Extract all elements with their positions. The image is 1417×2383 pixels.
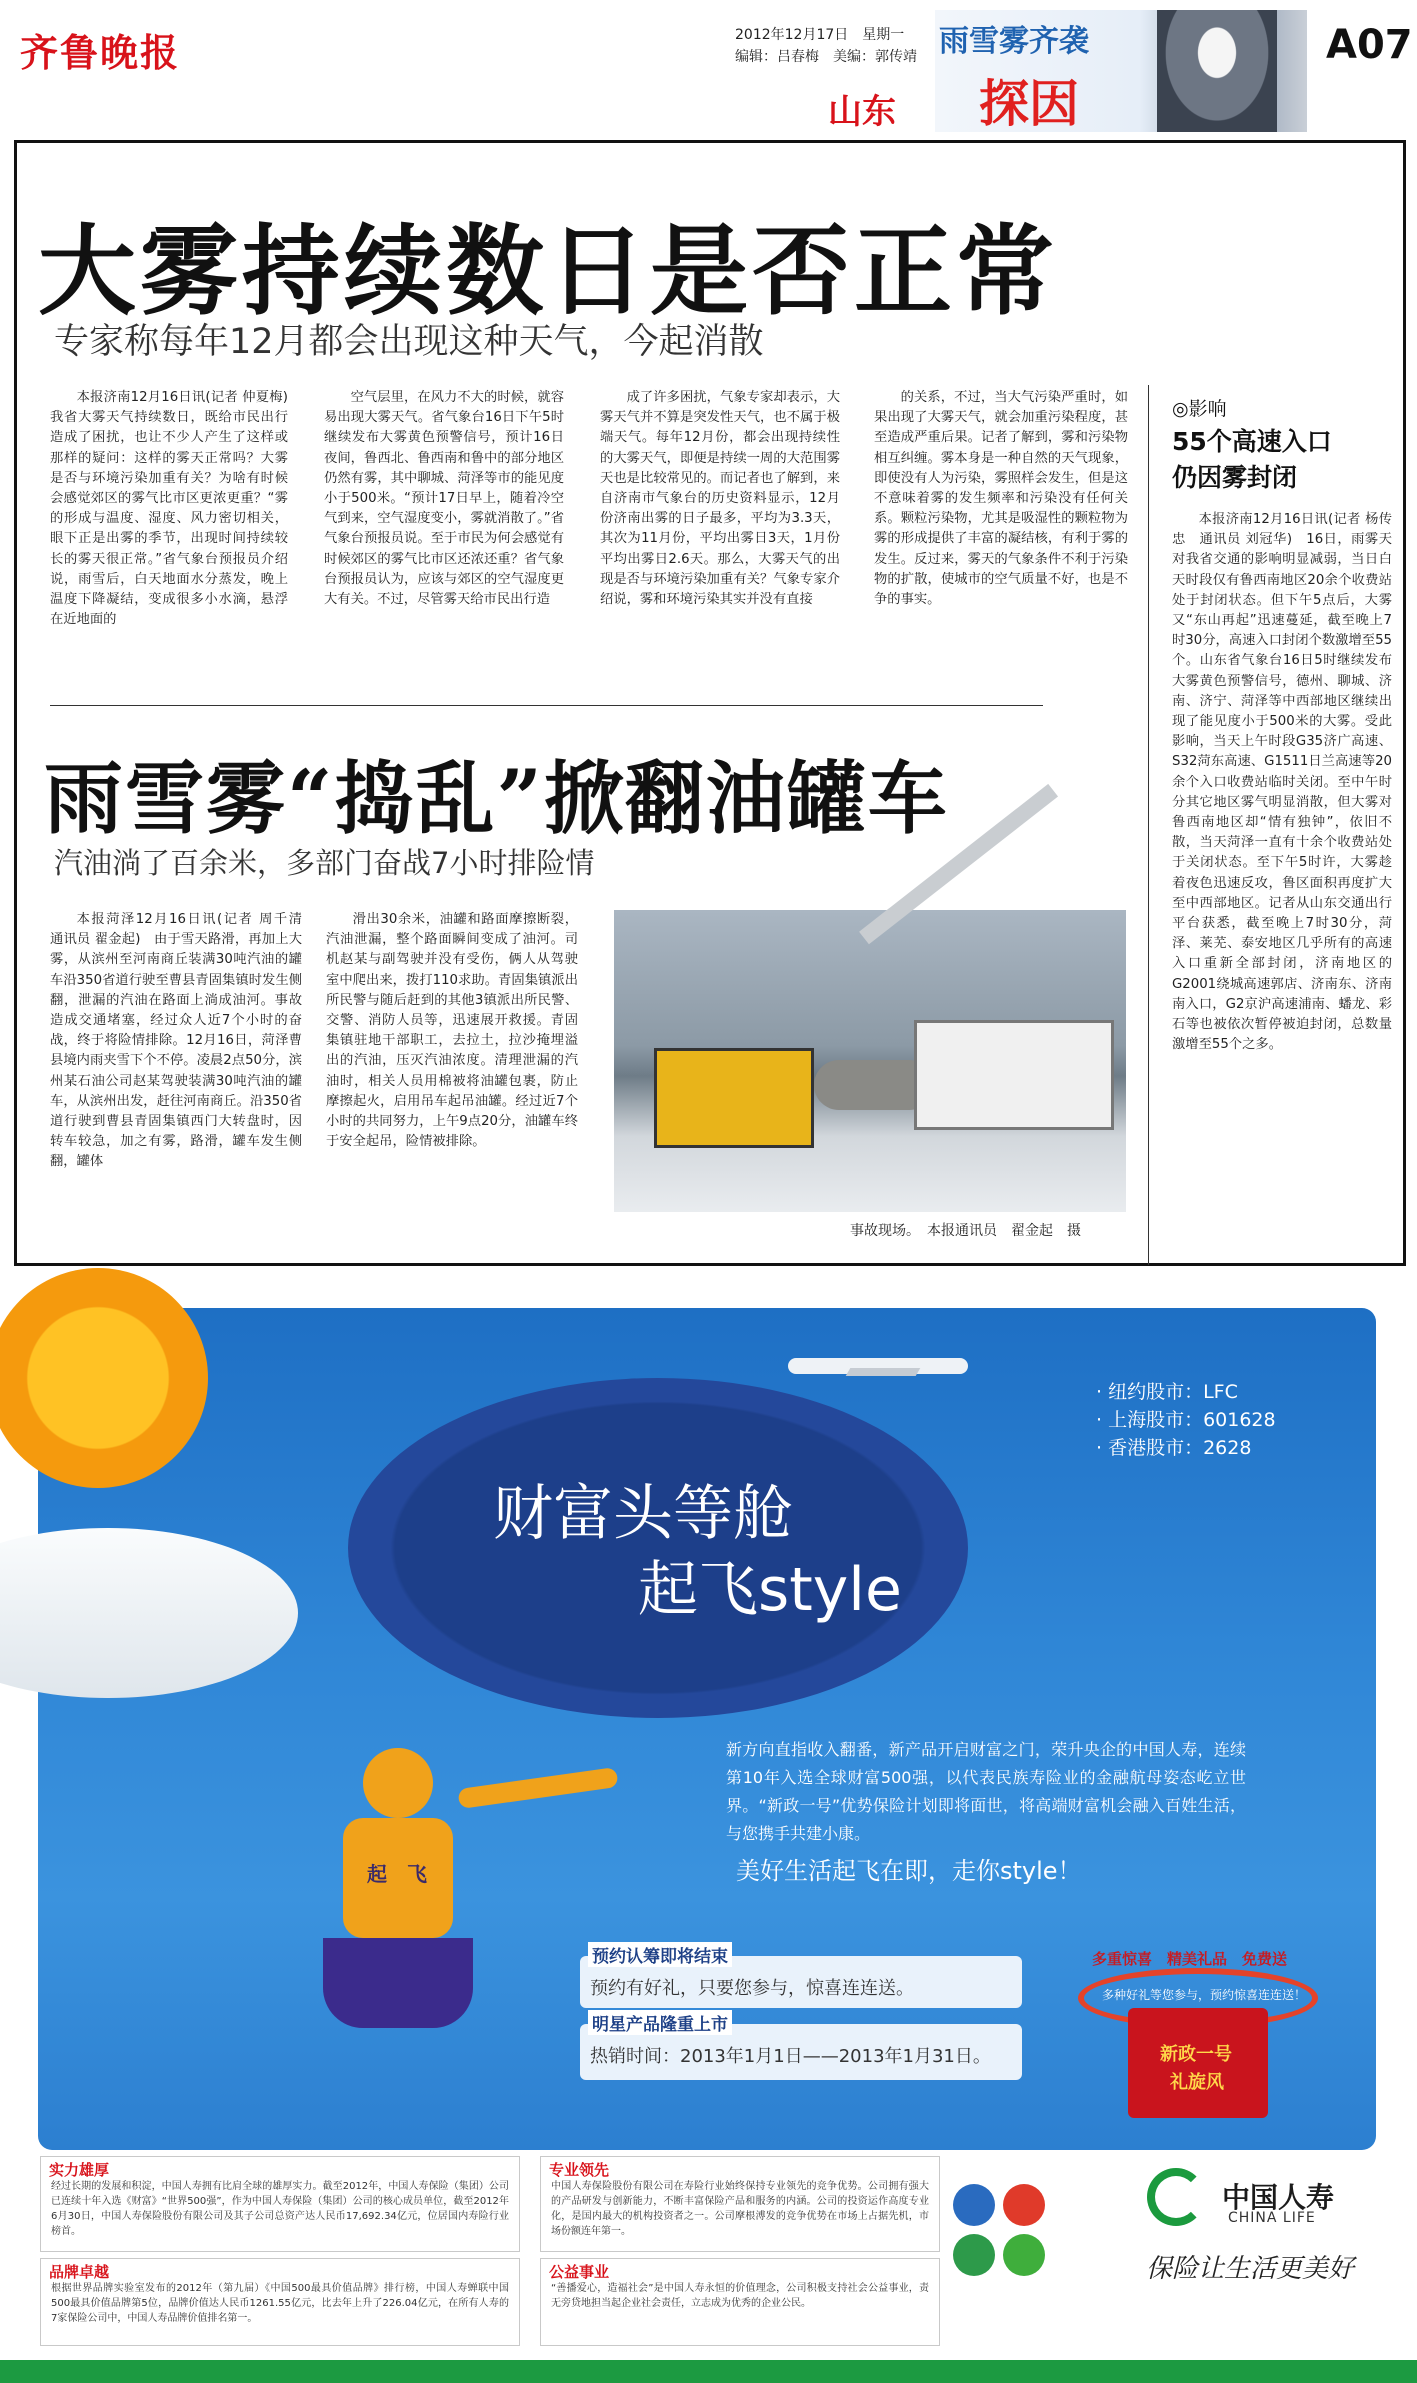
sidebar-tag: ◎影响 [1172,398,1227,420]
issue-meta [735,24,917,68]
fog-column-2 [324,388,564,693]
gift-top-text: 多重惊喜 精美礼品 免费送 [1092,1950,1288,1968]
gift-label-line2: 礼旋风 [1170,2072,1224,2093]
page-number: A07 [1326,22,1413,68]
china-life-logo-icon [1147,2168,1205,2226]
tanker-column-1 [50,910,316,1238]
figure-legs [323,1938,473,2028]
editor-line: 编辑：吕春梅 美编：郭传靖 [735,49,917,65]
gift-ring-text: 多种好礼等您参与，预约惊喜连连送！ [1102,1988,1307,2002]
info-box-brand [40,2258,520,2346]
brand-slogan: 保险让生活更美好 [1146,2254,1355,2284]
section-banner [935,10,1307,132]
stock-listing-ny: · 纽约股市：LFC [1096,1381,1238,1403]
sidebar-headline-line1: 55个高速入口 [1172,427,1332,456]
date-line: 2012年12月17日 星期一 [735,27,905,43]
fog-column-3-text: 成了许多困扰，气象专家却表示，大雾天气并不算是突发性天气，也不属于极端天气。每年12月份，都会出现持续性的大雾天气，即便是持续一周的大范围雾天也是比较常见的。而记者也了解到，来自济南市气象台的历史资料显示，12月份济南出雾的日子最多，平均为3.3天，其次为11月份，平均出雾日3天，1月份平均出雾日2.6天。那么，大雾天气的出现是否与环境污染加重有关？气象专家介绍说，雾和环境污染其实并没有直接 [600,390,840,608]
info-box-expertise-text: 中国人寿保险股份有限公司在寿险行业始终保持专业领先的竞争优势。公司拥有强大的产品研发与创新能力，不断丰富保险产品和服务的内涵。公司的投资运作高度专业化，是国内最大的机构投资者之一。公司摩根溥发的竞争优势在市场上占据先机，市场份额连年第一。 [551,2181,929,2237]
info-box-charity [540,2258,940,2346]
ad-body-text: 新方向直指收入翻番，新产品开启财富之门，荣升央企的中国人寿，连续第10年入选全球财富500强，以代表民族寿险业的金融航母姿态屹立世界。“新政一号”优势保险计划即将面世，将高端财富机会融入百姓生活，与您携手共建小康。 [726,1740,1246,1843]
info-box-expertise [540,2156,940,2252]
sidebar-body [1172,510,1392,1252]
fog-column-3 [600,388,840,693]
masthead [0,0,1417,140]
newspaper-name: 齐鲁晚报 [20,30,181,75]
info-box-brand-text: 根据世界品牌实验室发布的2012年（第九届）《中国500最具价值品牌》排行榜，中国人寿蝉联中国500最具价值品牌第5位，品牌价值达人民币1261.55亿元，比去年上升了226.04亿元，在所有人寿的7家保险公司中，中国人寿品牌价值排名第一。 [51,2283,509,2324]
section-divider [50,705,1043,706]
info-box-strength-text: 经过长期的发展和积淀，中国人寿拥有比肩全球的雄厚实力。截至2012年，中国人寿保险（集团）公司已连续十年入选《财富》“世界500强”，作为中国人寿保险（集团）公司的核心成员单位，截至2012年6月30日，中国人寿保险股份有限公司及其子公司总资产达人民币17,692.34亿元，位居国内寿险行业榜首。 [51,2181,509,2237]
award-logo-4-icon [1003,2234,1045,2276]
white-crane-truck [914,1020,1114,1130]
brand-name: 中国人寿 [1222,2181,1335,2214]
gift-label-line1: 新政一号 [1160,2044,1232,2065]
snow-figure-image [1157,10,1277,132]
info-box-expertise-title: 专业领先 [549,2161,610,2179]
tanker-column-2-text: 滑出30余米，油罐和路面摩擦断裂，汽油泄漏，整个路面瞬间变成了油河。司机赵某与副驾驶并没有受伤，俩人从驾驶室中爬出来，拨打110求助。青固集镇派出所民警与随后赶到的其他3镇派出所民警、交警、消防人员等，迅速展开救援。青固集镇驻地干部职工，去拉土，拉沙掩埋溢出的汽油，压灭汽油浓度。清理泄漏的汽油时，相关人员用棉被将油罐包裹，防止摩擦起火，启用吊车起吊油罐。经过近7个小时的共同努力，上午9点20分，油罐车终于安全起吊，险情被排除。 [326,912,578,1150]
ad-slogan: 美好生活起飞在即，走你style！ [736,1857,1082,1885]
note-launch [580,2015,1022,2080]
fog-column-4 [874,388,1128,693]
yellow-crane-truck [654,1048,814,1148]
info-box-charity-title: 公益事业 [549,2263,610,2281]
tanker-column-1-text: 本报菏泽12月16日讯(记者 周千清 通讯员 翟金起) 由于雪天路滑，再加上大雾，从滨州至河南商丘装满30吨汽油的罐车沿350省道行驶至曹县青固集镇时发生侧翻，泄漏的汽油在路面上淌成油河。事故造成交通堵塞，经过众人近7个小时的奋战，终于将险情排除。12月16日，菏泽曹县境内雨夹雪下个不停。凌晨2点50分，滨州某石油公司赵某驾驶装满30吨汽油的罐车，从滨州出发，赶往河南商丘。沿350省道行驶到曹县青固集镇西门大转盘时，因转车较急，加之有雾，路滑，罐车发生侧翻，罐体 [50,912,316,1170]
stock-listings [1096,1378,1276,1462]
photo-caption: 事故现场。 本报通讯员 翟金起 摄 [850,1223,1081,1239]
note-launch-title: 明星产品隆重上市 [588,2010,732,2035]
sidebar-rule [1148,385,1149,1265]
award-logo-3-icon [953,2234,995,2276]
figure-body [343,1818,453,1938]
info-box-strength [40,2156,520,2252]
note-reservation [580,1947,1022,2008]
region-label: 山东 [828,92,896,132]
note-reservation-text: 预约有好礼，只要您参与，惊喜连连送。 [590,1978,914,1999]
sidebar-headline-line2: 仍因雾封闭 [1172,463,1298,492]
fog-column-4-text: 的关系，不过，当大气污染严重时，如果出现了大雾天气，就会加重污染程度，甚至造成严重后果。记者了解到，雾和污染物相互纠缠。雾本身是一种自然的天气现象，即使没有人为污染，雾照样会发生，但是这不意味着雾的发生频率和污染没有任何关系。颗粒污染物，尤其是吸湿性的颗粒物为雾的形成提供了丰富的凝结核，有利于雾的发生。反过来，雾天的气象条件不利于污染物的扩散，使城市的空气质量不好，也是不争的事实。 [874,390,1128,608]
banner-bottom-text: 探因 [979,75,1079,133]
bubble-line-1: 财富头等舱 [493,1479,793,1549]
sidebar-headline [1172,424,1332,496]
airplane-small-graphic [788,1358,968,1374]
headline-fog: 大雾持续数日是否正常 [38,214,1059,329]
sun-graphic [0,1268,208,1488]
tanker-column-2 [326,910,578,1238]
subhead-tanker: 汽油淌了百余米，多部门奋战7小时排险情 [54,846,595,880]
banner-top-text: 雨雪雾齐袭 [939,24,1089,59]
stock-listing-sh: · 上海股市：601628 [1096,1409,1276,1431]
fog-column-1 [50,388,302,693]
sidebar-body-text: 本报济南12月16日讯(记者 杨传忠 通讯员 刘冠华) 16日，雨雾天对我省交通的影响明显减弱，当日白天时段仅有鲁西南地区20余个收费站处于封闭状态。但下午5点后，大雾又“东山再起”迅速蔓延，截至晚上7时30分，高速入口封闭个数激增至55个。山东省气象台16日5时继续发布大雾黄色预警信号，德州、聊城、济南、济宁、菏泽等中西部地区继续出现了能见度小于500米的大雾。受此影响，当天上午时段G35济广高速、S32菏东高速、G1511日兰高速等20余个入口收费站临时关闭。至中午时分其它地区雾气明显消散，但大雾对鲁西南地区却“情有独钟”，依旧不散，当天菏泽一直有十余个收费站处于关闭状态。至下午5时许，大雾趁着夜色迅速反攻，鲁区面积再度扩大至中西部地区。记者从山东交通出行平台获悉，截至晚上7时30分，菏泽、莱芜、泰安地区几乎所有的高速入口重新全部封闭，济南地区的G2001绕城高速郭店、济南东、济南南入口，G2京沪高速浦南、蟠龙、彩石等也被依次暂停被迫封闭，总数量激增至55个之多。 [1172,512,1392,1053]
fog-column-1-text: 本报济南12月16日讯(记者 仲夏梅) 我省大雾天气持续数日，既给市民出行造成了困扰，也让不少人产生了这样或那样的疑问：这样的雾天正常吗？大雾是否与环境污染加重有关？为啥有时候会感觉郊区的雾气比市区更浓更重？“雾的形成与温度、湿度、风力密切相关，眼下正是出雾的季节，出现时间持续较长的雾天很正常。”省气象台预报员介绍说，雨雪后，白天地面水分蒸发，晚上温度下降凝结，变成很多小水滴，悬浮在近地面的 [50,390,302,628]
note-reservation-title: 预约认筹即将结束 [588,1942,732,1967]
note-launch-text: 热销时间：2013年1月1日——2013年1月31日。 [590,2046,991,2067]
subhead-fog: 专家称每年12月都会出现这种天气，今起消散 [54,322,764,362]
stock-listing-hk: · 香港股市：2628 [1096,1437,1252,1459]
figure-helmet [363,1748,433,1818]
award-logo-2-icon [1003,2184,1045,2226]
accident-scene-photo [614,910,1126,1212]
fog-column-2-text: 空气层里，在风力不大的时候，就容易出现大雾天气。省气象台16日下午5时继续发布大雾黄色预警信号，预计16日夜间，鲁西北、鲁西南和鲁中的部分地区仍然有雾，其中聊城、菏泽等市的能见度小于500米。“预计17日早上，随着冷空气到来，空气湿度变小，雾就消散了。”省气象台预报员说。至于市民为何会感觉有时候郊区的雾气比市区还浓还重？省气象台预报员认为，应该与郊区的空气湿度更大有关。不过，尽管雾天给市民出行造 [324,390,564,608]
headline-tanker: 雨雪雾“捣乱”掀翻油罐车 [44,752,949,845]
figure-chest-label: 起 飞 [367,1862,427,1886]
award-logos [953,2164,1057,2284]
airplane-nose-graphic [0,1528,298,1698]
info-box-charity-text: “善播爱心，造福社会”是中国人寿永恒的价值理念，公司积极支持社会公益事业，责无旁贷地担当起企业社会责任，立志成为优秀的企业公民。 [551,2283,929,2309]
brand-english: CHINA LIFE [1228,2210,1316,2226]
info-box-strength-title: 实力雄厚 [49,2161,110,2179]
info-box-brand-title: 品牌卓越 [49,2263,110,2281]
gift-box-graphic [1078,1928,1318,2138]
china-life-advertisement [38,1308,1376,2150]
footer-green-bar [0,2352,1417,2383]
bubble-line-2: 起飞style [638,1555,902,1625]
award-logo-1-icon [953,2184,995,2226]
